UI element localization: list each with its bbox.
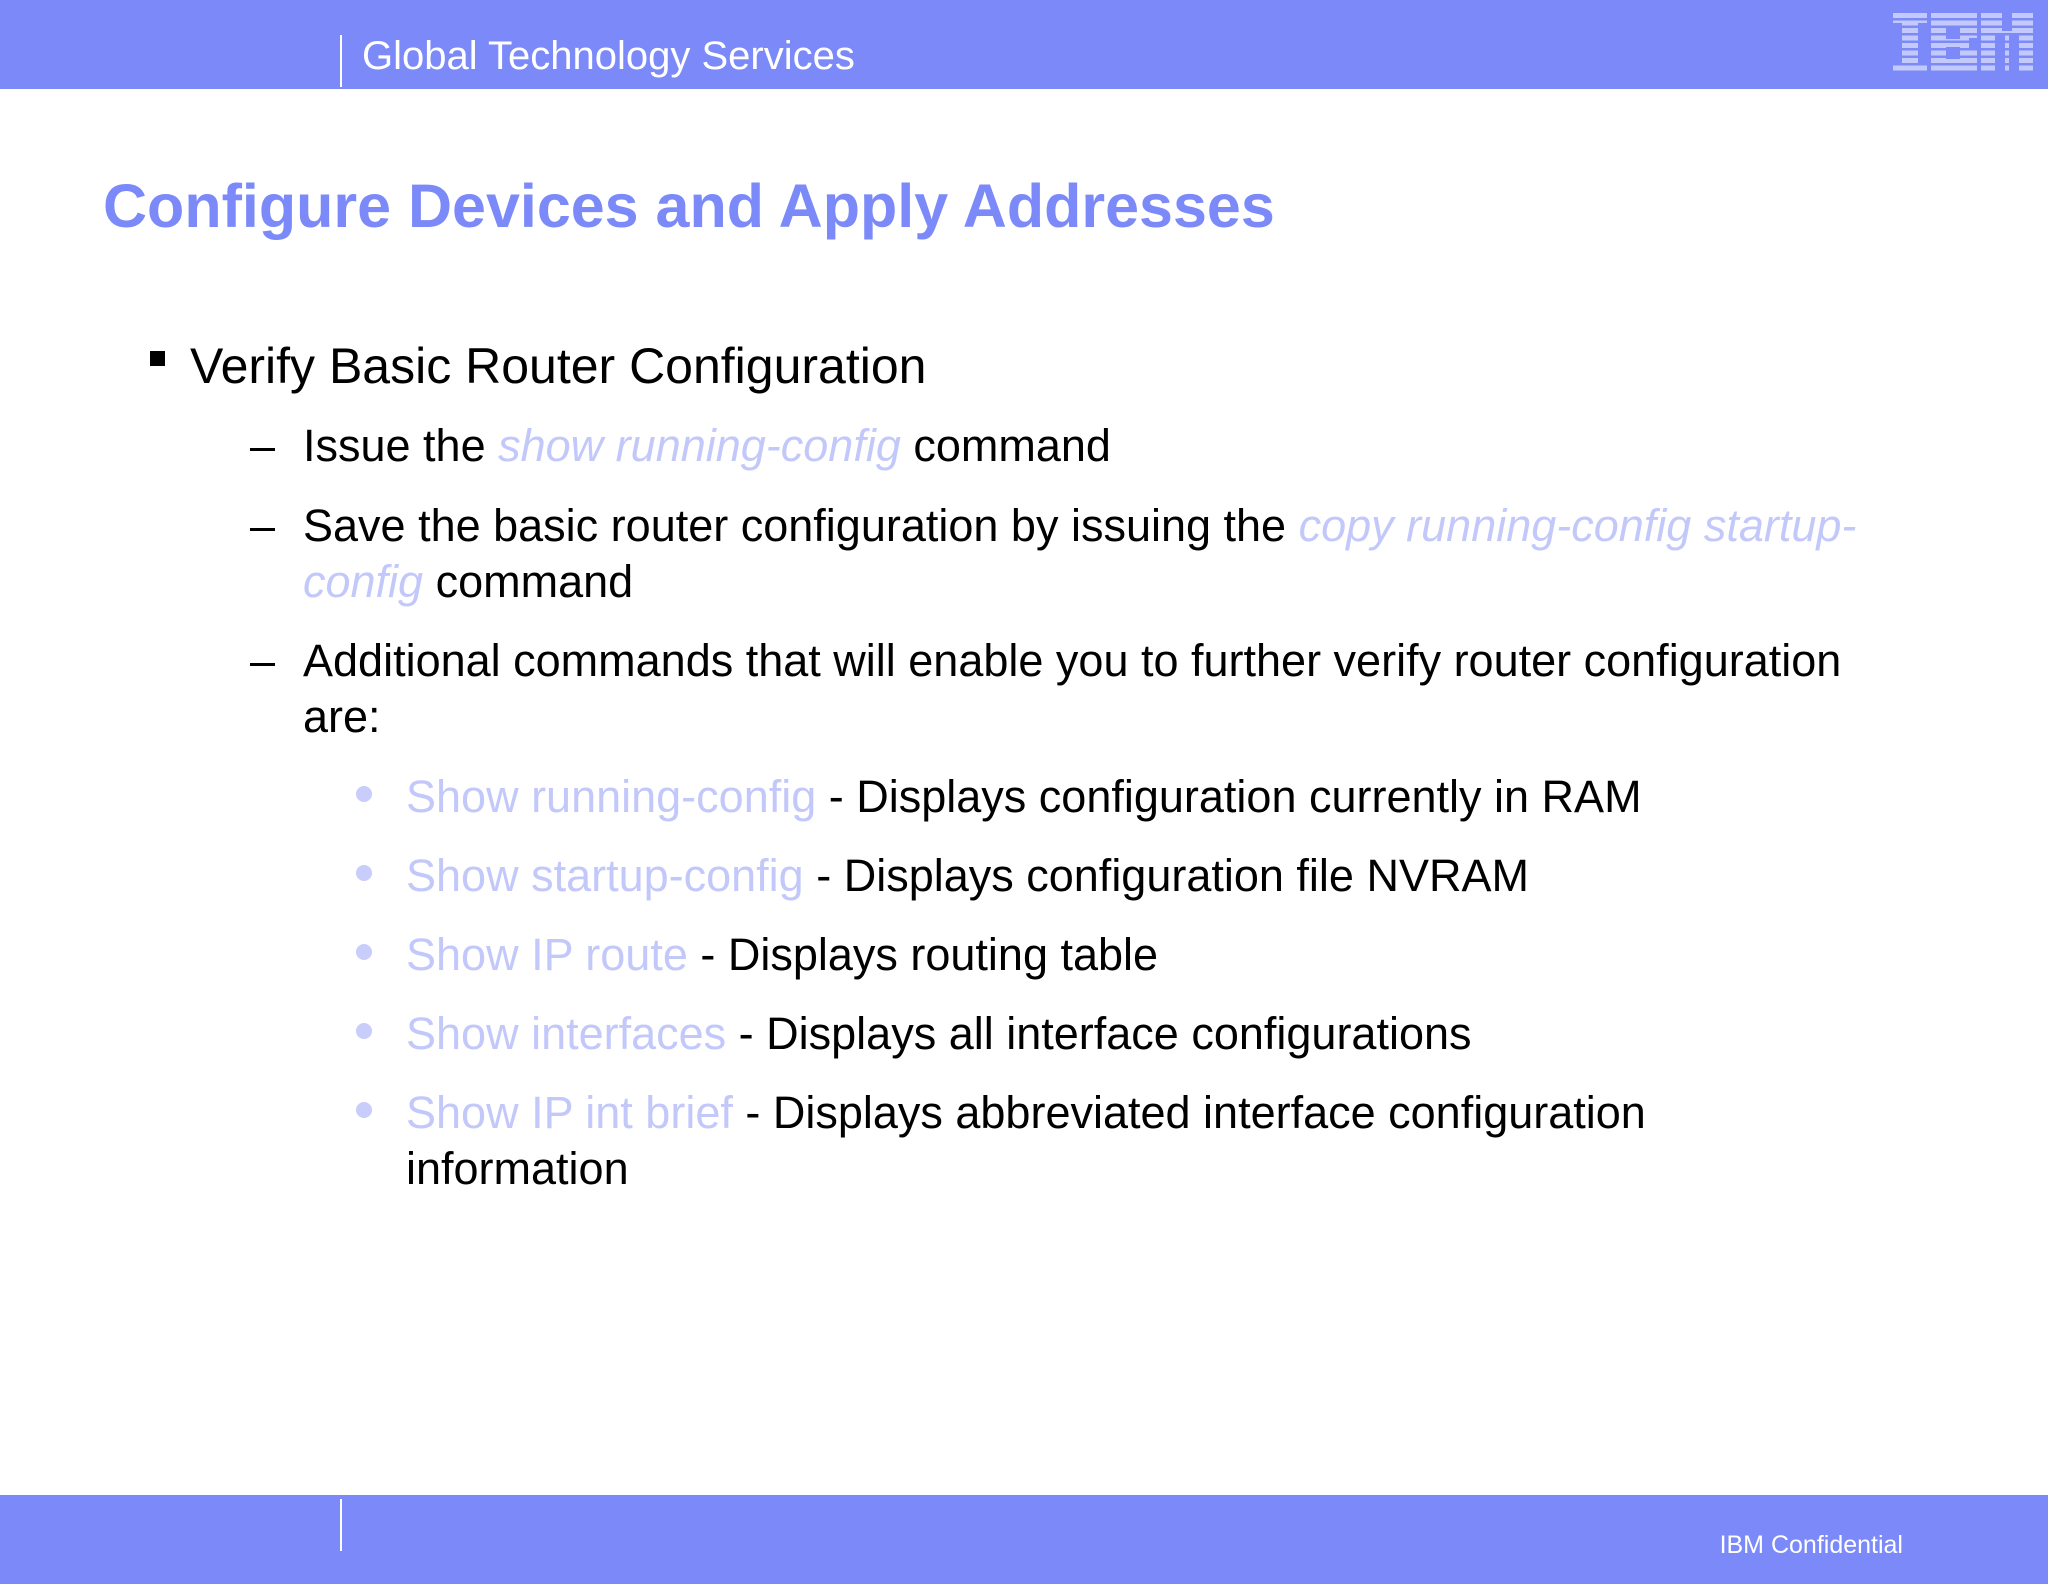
command-item (406, 1085, 1726, 1197)
sub-item-text: command (423, 556, 634, 607)
sub-item-text: Save the basic router configuration by issuing the (303, 500, 1299, 551)
dash-icon: – (250, 420, 276, 471)
ibm-logo-icon (1893, 13, 2033, 73)
command-item (406, 848, 1926, 904)
command-text: Show startup-config (406, 850, 804, 901)
sub-item-show-running (303, 418, 1943, 474)
command-description: - Displays routing table (687, 929, 1159, 980)
dash-icon: – (250, 500, 276, 551)
command-item (406, 769, 1926, 825)
header-divider (340, 35, 342, 87)
header-bar (0, 0, 2048, 89)
dot-bullet-icon (356, 786, 372, 802)
command-description: - Displays abbreviated interface configuration information (406, 1087, 1646, 1194)
slide-title: Configure Devices and Apply Addresses (103, 172, 1275, 240)
sub-item-save-config (303, 498, 1933, 610)
command-text: Show interfaces (406, 1008, 727, 1059)
command-text: copy running-config startup-config (303, 500, 1857, 607)
main-bullet-text: Verify Basic Router Configuration (190, 338, 927, 394)
command-text: Show IP route (406, 929, 688, 980)
square-bullet-icon (150, 351, 165, 366)
dot-bullet-icon (356, 1102, 372, 1118)
dot-bullet-icon (356, 865, 372, 881)
sub-item-additional-commands: Additional commands that will enable you to further verify router configuration are: (303, 635, 1842, 742)
command-text: Show running-config (406, 771, 817, 822)
sub-item-text: Issue the (303, 420, 499, 471)
dot-bullet-icon (356, 944, 372, 960)
command-text: show running-config (498, 420, 901, 471)
dot-bullet-icon (356, 1023, 372, 1039)
header-title: Global Technology Services (362, 34, 855, 78)
command-description: - Displays all interface configurations (726, 1008, 1472, 1059)
sub-item-text: command (900, 420, 1111, 471)
command-text: Show IP int brief (406, 1087, 733, 1138)
command-description: - Displays configuration file NVRAM (803, 850, 1529, 901)
command-item (406, 1006, 1926, 1062)
dash-icon: – (250, 635, 276, 686)
footer-confidential: IBM Confidential (1719, 1531, 1903, 1559)
command-item (406, 927, 1926, 983)
footer-divider (340, 1499, 342, 1551)
command-description: - Displays configuration currently in RAM (816, 771, 1642, 822)
